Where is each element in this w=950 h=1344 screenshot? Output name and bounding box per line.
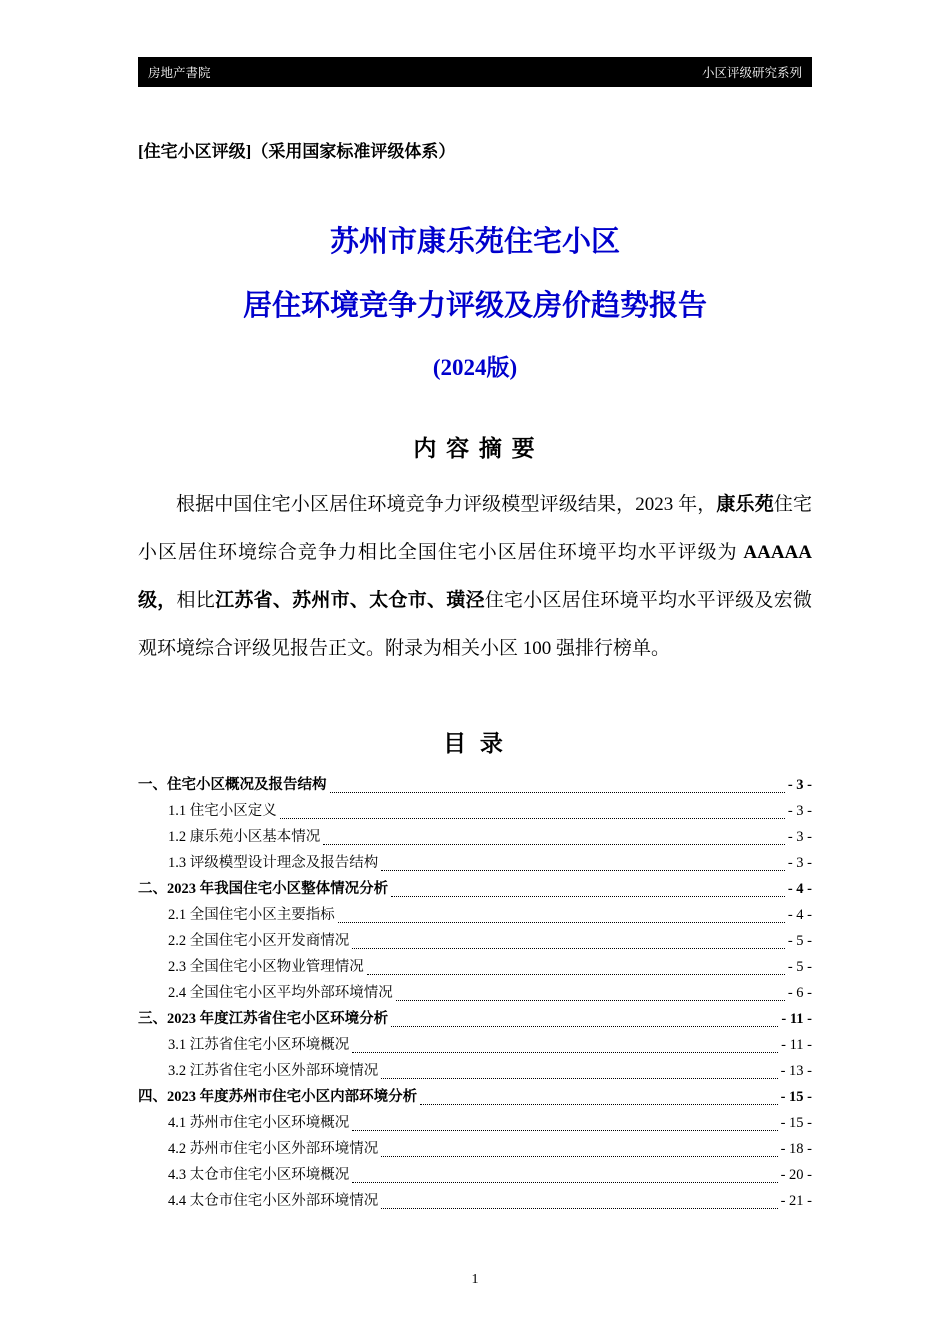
toc-dot-leader: [338, 922, 785, 923]
toc-entry-1-3[interactable]: [138, 850, 812, 876]
toc-entry-label: 4.2 苏州市住宅小区外部环境情况: [168, 1141, 379, 1157]
toc-page-number: - 3 -: [787, 777, 812, 793]
toc-page-number: - 21 -: [780, 1193, 812, 1209]
toc-dot-leader: [381, 1078, 777, 1079]
toc-entry-2-2[interactable]: [138, 928, 812, 954]
toc-entry-label: 1.3 评级模型设计理念及报告结构: [168, 855, 379, 871]
summary-segment-rating: AAAAA 级，: [138, 542, 812, 611]
report-title-line1: 苏州市康乐苑住宅小区: [329, 226, 620, 258]
toc-entry-label: 2.3 全国住宅小区物业管理情况: [168, 959, 364, 975]
toc-page-number: - 5 -: [787, 959, 812, 975]
toc-list: [138, 772, 812, 1214]
summary-segment: 住宅小区居住环境综合竞争力相比全国住宅小区居住环境平均水平评级为: [138, 494, 812, 563]
toc-dot-leader: [367, 974, 785, 975]
header-right-text: 小区评级研究系列: [701, 66, 802, 80]
running-header: [138, 57, 812, 87]
summary-paragraph: [138, 481, 812, 673]
toc-entry-4-3[interactable]: [138, 1162, 812, 1188]
toc-dot-leader: [381, 870, 785, 871]
toc-dot-leader: [396, 1000, 785, 1001]
toc-entry-label: 二、2023 年我国住宅小区整体情况分析: [138, 881, 389, 897]
toc-dot-leader: [420, 1104, 777, 1105]
summary-segment-community-name: 康乐苑: [716, 494, 774, 515]
toc-page-number: - 6 -: [787, 985, 812, 1001]
toc-dot-leader: [280, 818, 785, 819]
toc-dot-leader: [323, 844, 785, 845]
report-title-line2: 居住环境竞争力评级及房价趋势报告: [242, 290, 707, 322]
toc-dot-leader: [381, 1208, 777, 1209]
toc-page-number: - 20 -: [780, 1167, 812, 1183]
toc-entry-label: 三、2023 年度江苏省住宅小区环境分析: [138, 1011, 389, 1027]
toc-entry-1-1[interactable]: [138, 798, 812, 824]
toc-entry-label: 1.2 康乐苑小区基本情况: [168, 829, 321, 845]
toc-entry-label: 4.1 苏州市住宅小区环境概况: [168, 1115, 350, 1131]
toc-entry-2-3[interactable]: [138, 954, 812, 980]
toc-entry-label: 4.4 太仓市住宅小区外部环境情况: [168, 1193, 379, 1209]
toc-entry-label: 3.1 江苏省住宅小区环境概况: [168, 1037, 350, 1053]
toc-page-number: - 15 -: [780, 1115, 812, 1131]
toc-entry-1[interactable]: [138, 772, 812, 798]
toc-entry-3-1[interactable]: [138, 1032, 812, 1058]
toc-page-number: - 11 -: [781, 1011, 812, 1027]
toc-entry-3[interactable]: [138, 1006, 812, 1032]
toc-entry-label: 2.4 全国住宅小区平均外部环境情况: [168, 985, 393, 1001]
toc-entry-label: 1.1 住宅小区定义: [168, 803, 277, 819]
toc-dot-leader: [352, 1052, 778, 1053]
toc-entry-label: 4.3 太仓市住宅小区环境概况: [168, 1167, 350, 1183]
toc-page-number: - 4 -: [787, 881, 812, 897]
report-title-version: (2024版): [432, 355, 518, 380]
toc-entry-2-4[interactable]: [138, 980, 812, 1006]
toc-entry-4-1[interactable]: [138, 1110, 812, 1136]
toc-entry-4-4[interactable]: [138, 1188, 812, 1214]
toc-entry-4-2[interactable]: [138, 1136, 812, 1162]
summary-heading: 内 容 摘 要: [413, 436, 537, 461]
toc-entry-3-2[interactable]: [138, 1058, 812, 1084]
toc-dot-leader: [352, 1130, 777, 1131]
toc-page-number: - 18 -: [780, 1141, 812, 1157]
title-block: [138, 220, 812, 384]
toc-page-number: - 15 -: [780, 1089, 812, 1105]
page-number: 1: [471, 1272, 479, 1287]
toc-entry-1-2[interactable]: [138, 824, 812, 850]
summary-segment: 根据中国住宅小区居住环境竞争力评级模型评级结果，2023 年，: [176, 494, 717, 515]
toc-heading: 目 录: [443, 731, 507, 756]
document-tag: [住宅小区评级]（采用国家标准评级体系）: [138, 142, 456, 161]
toc-page-number: - 3 -: [787, 829, 812, 845]
summary-segment: 相比: [176, 590, 216, 611]
toc-page-number: - 4 -: [787, 907, 812, 923]
toc-dot-leader: [330, 792, 785, 793]
toc-dot-leader: [352, 1182, 777, 1183]
toc-dot-leader: [391, 896, 785, 897]
header-left-text: 房地产書院: [148, 66, 211, 80]
toc-dot-leader: [381, 1156, 777, 1157]
toc-entry-label: 2.2 全国住宅小区开发商情况: [168, 933, 350, 949]
summary-segment-regions: 江苏省、苏州市、太仓市、璜泾: [215, 590, 485, 611]
toc-entry-4[interactable]: [138, 1084, 812, 1110]
toc-page-number: - 5 -: [787, 933, 812, 949]
summary-segment: 住宅小区居住环境平均水平评级及宏微观环境综合评级见报告正文。附录为相关小区 100 强排行榜单。: [138, 590, 812, 659]
toc-dot-leader: [352, 948, 785, 949]
toc-page-number: - 3 -: [787, 855, 812, 871]
toc-dot-leader: [391, 1026, 778, 1027]
toc-entry-2-1[interactable]: [138, 902, 812, 928]
toc-entry-label: 四、2023 年度苏州市住宅小区内部环境分析: [138, 1089, 418, 1105]
toc-page-number: - 13 -: [780, 1063, 812, 1079]
toc-entry-2[interactable]: [138, 876, 812, 902]
toc-entry-label: 2.1 全国住宅小区主要指标: [168, 907, 335, 923]
toc-page-number: - 11 -: [781, 1037, 812, 1053]
toc-page-number: - 3 -: [787, 803, 812, 819]
toc-entry-label: 3.2 江苏省住宅小区外部环境情况: [168, 1063, 379, 1079]
toc-entry-label: 一、住宅小区概况及报告结构: [138, 777, 327, 793]
